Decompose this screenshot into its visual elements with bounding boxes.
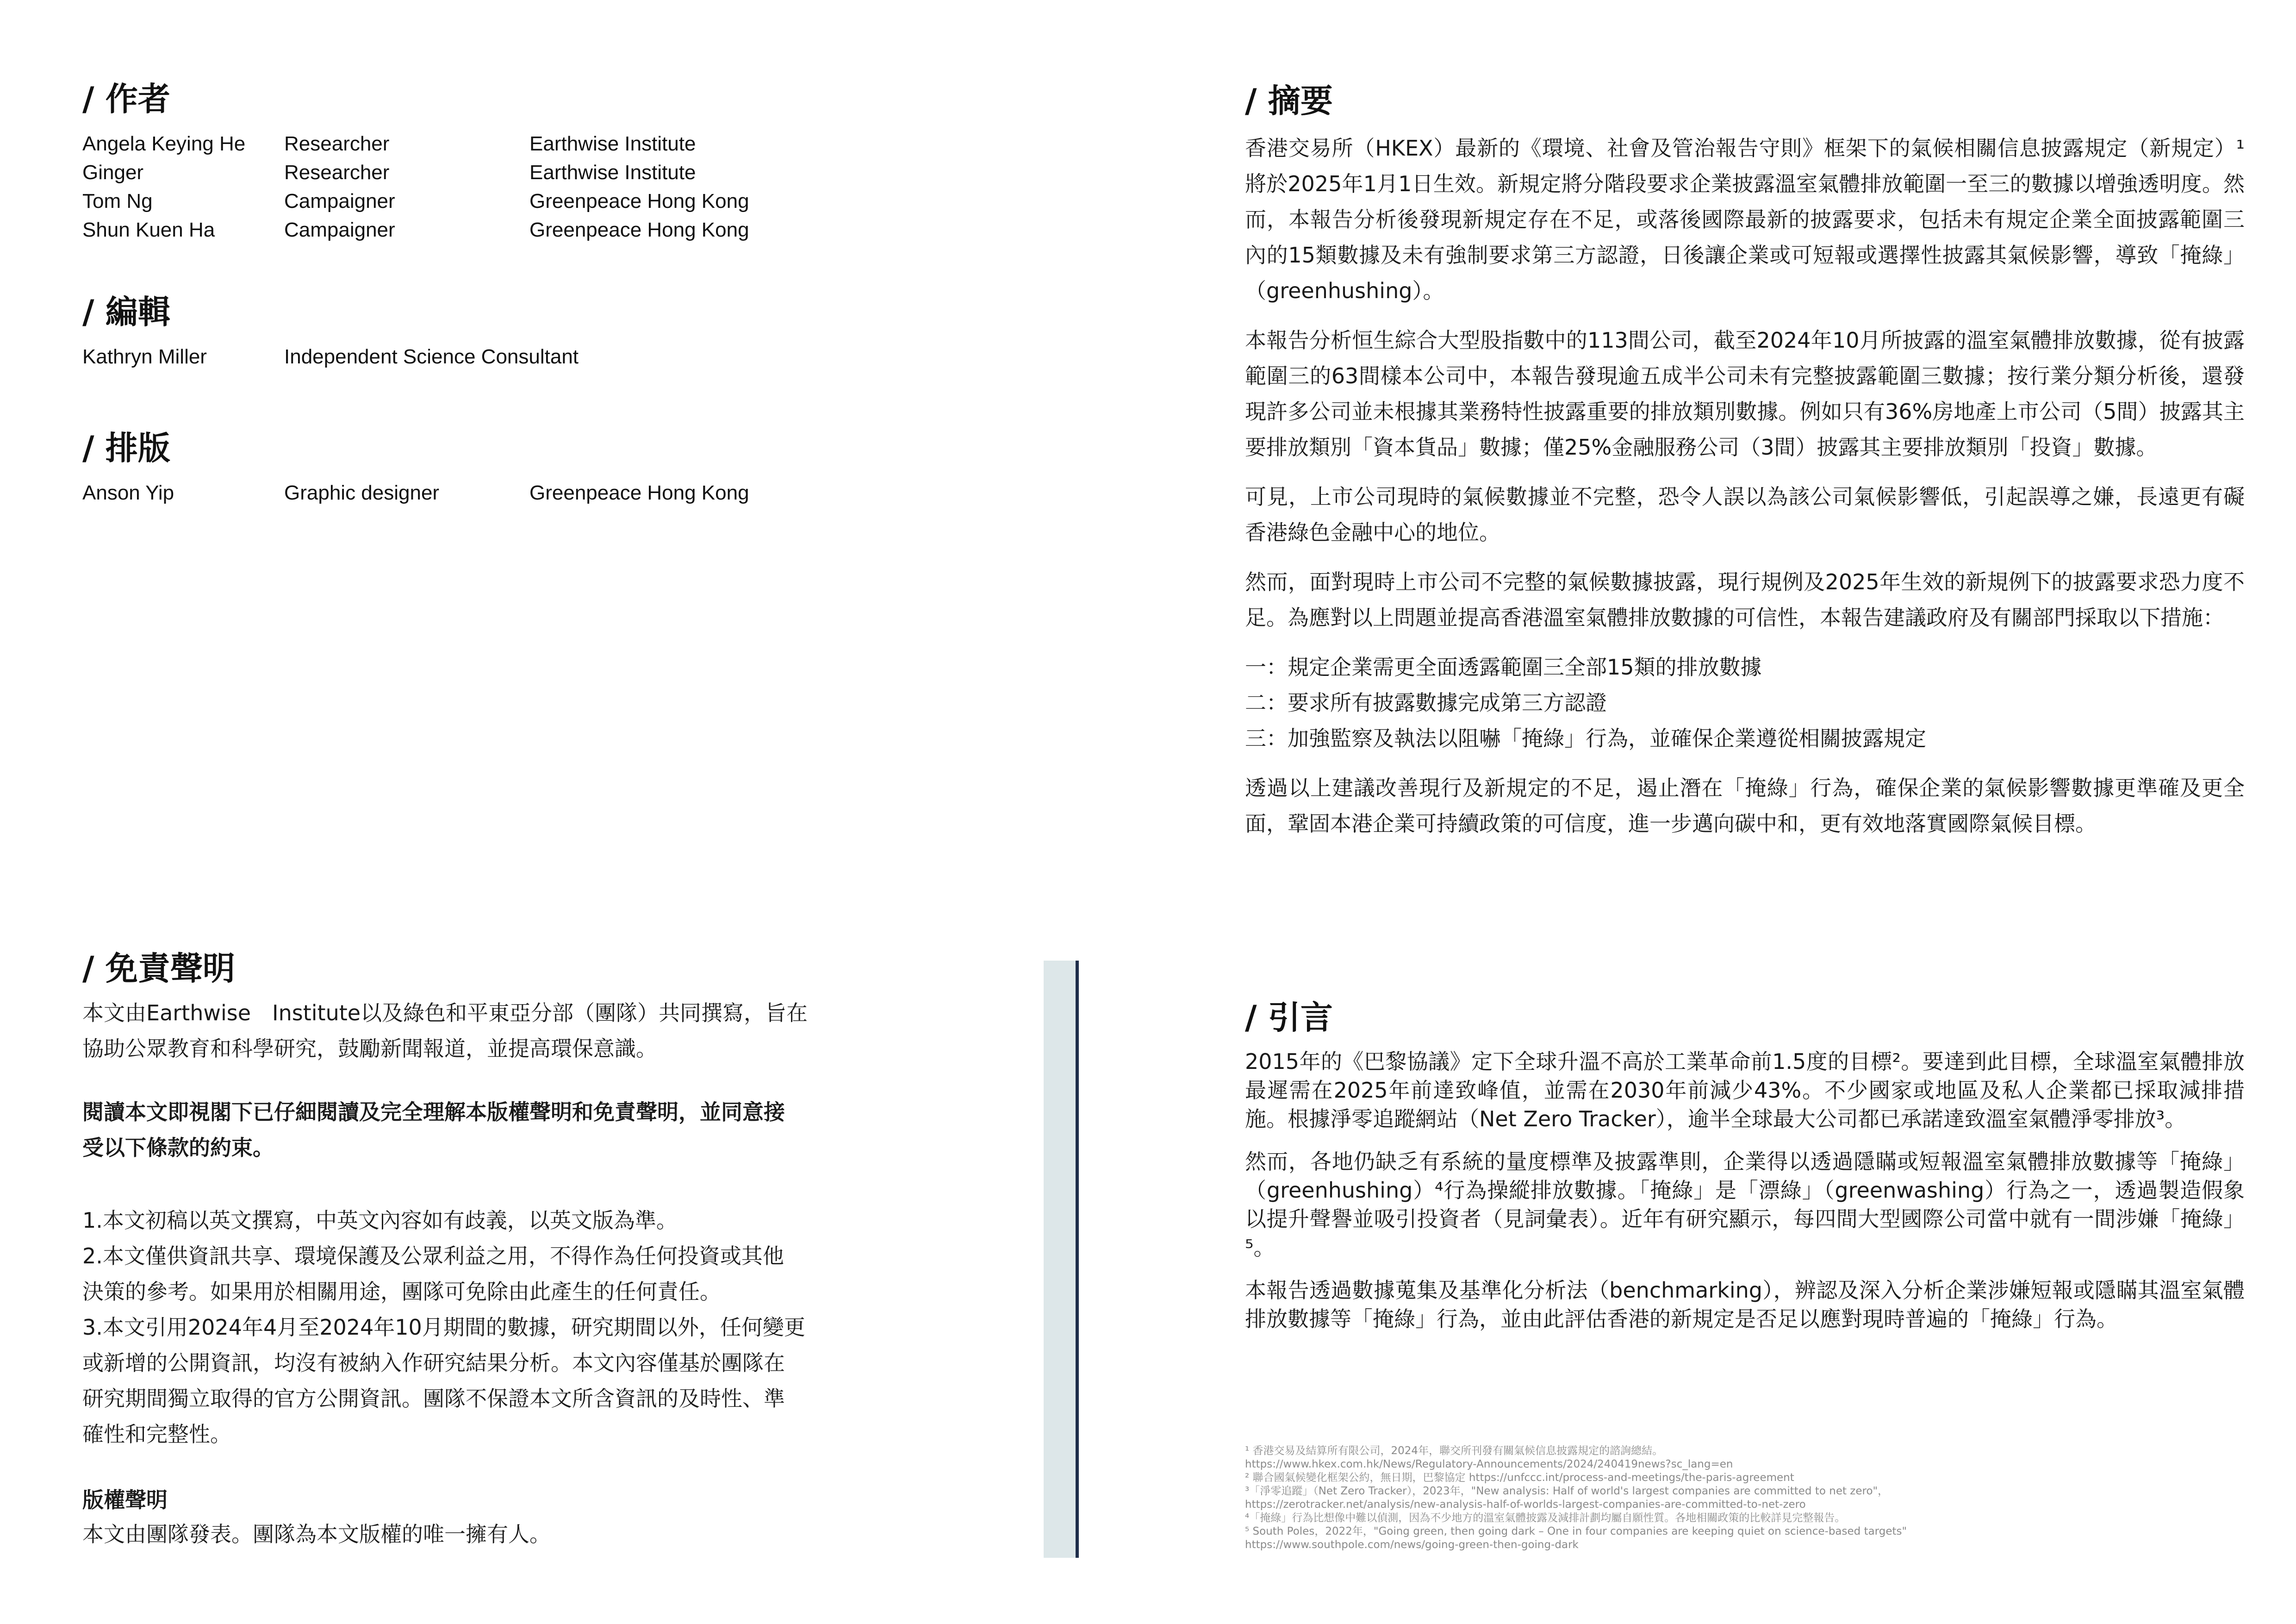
footnote-link[interactable]: https://zerotracker.net/analysis/new-analysis-half-of-worlds-largest-companies-are-committed-to-net-zero xyxy=(1245,1499,1806,1511)
authors-heading: / 作者 xyxy=(82,80,170,118)
introduction-paragraph: 2015年的《巴黎協議》定下全球升溫不高於工業革命前1.5度的目標²。要達到此目標，全球溫室氣體排放最遲需在2025年前達致峰值，並需在2030年前減少43%。不少國家或地區及私人企業都已採取減排措施。根據淨零追蹤網站（Net Zero Tracker），逾半全球最大公司都已承諾達致溫室氣體淨零排放³。 xyxy=(1245,1049,2245,1131)
footnote-line: ² 聯合國氣候變化框架公約，無日期，巴黎協定 https://unfccc.int/process-and-meetings/the-paris-agreement xyxy=(1245,1472,1794,1484)
disclaimer-heading: / 免責聲明 xyxy=(82,949,235,987)
editor-role: Independent Science Consultant xyxy=(284,345,579,368)
disclaimer-term-line: 1.本文初稿以英文撰寫，中英文內容如有歧義，以英文版為準。 xyxy=(82,1208,678,1233)
footnote-line: ⁵ South Poles，2022年，"Going green, then going dark – One in four companies are keeping quiet on science-based targets" xyxy=(1245,1525,1907,1537)
introduction-body xyxy=(1245,1047,2245,1333)
copyright-text: 本文由團隊發表。團隊為本文版權的唯一擁有人。 xyxy=(82,1522,551,1547)
footnote-line: ³「淨零追蹤」（Net Zero Tracker），2023年，"New analysis: Half of world's largest companies are committed to net zero"， xyxy=(1245,1485,1889,1497)
author-org: Earthwise Institute xyxy=(529,161,696,184)
disclaimer-term-line: 確性和完整性。 xyxy=(82,1422,231,1447)
footnote-line: ¹ 香港交易及結算所有限公司，2024年，聯交所刊發有關氣候信息披露規定的諮詢總結。 xyxy=(1245,1445,1663,1457)
footnote-link[interactable]: https://www.hkex.com.hk/News/Regulatory-Announcements/2024/240419news?sc_lang=en xyxy=(1245,1458,1733,1470)
summary-paragraph: 然而，面對現時上市公司不完整的氣候數據披露，現行規例及2025年生效的新規例下的披露要求恐力度不足。為應對以上問題並提高香港溫室氣體排放數據的可信性，本報告建議政府及有關部門採取以下措施： xyxy=(1245,569,2245,630)
author-name: Angela Keying He xyxy=(82,132,246,155)
copyright-heading: 版權聲明 xyxy=(82,1487,168,1512)
designer-role: Graphic designer xyxy=(284,481,440,504)
summary-closing: 透過以上建議改善現行及新規定的不足，遏止潛在「掩綠」行為，確保企業的氣候影響數據更準確及更全面，鞏固本港企業可持續政策的可信度，進一步邁向碳中和，更有效地落實國際氣候目標。 xyxy=(1245,775,2245,836)
editor-name: Kathryn Miller xyxy=(82,345,207,368)
summary-paragraph: 可見，上市公司現時的氣候數據並不完整，恐令人誤以為該公司氣候影響低，引起誤導之嫌，長遠更有礙香港綠色金融中心的地位。 xyxy=(1245,484,2245,545)
layout-heading: / 排版 xyxy=(82,429,170,467)
footnote-link[interactable]: https://www.southpole.com/news/going-green-then-going-dark xyxy=(1245,1539,1579,1551)
disclaimer-term-line: 決策的參考。如果用於相關用途，團隊可免除由此產生的任何責任。 xyxy=(82,1279,721,1304)
editor-heading: / 編輯 xyxy=(82,293,170,331)
footnote-line: ⁴「掩綠」行為比想像中難以偵測，因為不少地方的溫室氣體披露及減排計劃均屬自願性質。各地相關政策的比較詳見完整報告。 xyxy=(1245,1512,1846,1524)
disclaimer-terms xyxy=(82,1203,869,1452)
disclaimer-notice-line: 受以下條款的約束。 xyxy=(82,1135,274,1160)
summary-paragraph: 本報告分析恒生綜合大型股指數中的113間公司，截至2024年10月所披露的溫室氣體排放數據，從有披露範圍三的63間樣本公司中，本報告發現逾五成半公司未有完整披露範圍三數據；按行業分類分析後，還發現許多公司並未根據其業務特性披露重要的排放類別數據。例如只有36%房地產上市公司（5間）披露其主要排放類別「資本貨品」數據；僅25%金融服務公司（3間）披露其主要排放類別「投資」數據。 xyxy=(1245,328,2245,460)
summary-heading: / 摘要 xyxy=(1245,82,1333,120)
disclaimer-term-line: 或新增的公開資訊，均沒有被納入作研究結果分析。本文內容僅基於團隊在 xyxy=(82,1350,785,1375)
disclaimer-notice-line: 閱讀本文即視閣下已仔細閱讀及完全理解本版權聲明和免責聲明，並同意接 xyxy=(82,1099,785,1124)
author-name: Ginger xyxy=(82,161,144,184)
summary-measure: 二：要求所有披露數據完成第三方認證 xyxy=(1245,690,1607,715)
author-role: Campaigner xyxy=(284,219,395,241)
author-org: Greenpeace Hong Kong xyxy=(529,219,749,241)
author-org: Earthwise Institute xyxy=(529,132,696,155)
designer-name: Anson Yip xyxy=(82,481,174,504)
spine-divider-pale xyxy=(1044,961,1077,1558)
footnotes xyxy=(1245,1444,2254,1552)
summary-paragraph: 香港交易所（HKEX）最新的《環境、社會及管治報告守則》框架下的氣候相關信息披露規定（新規定）¹將於2025年1月1日生效。新規定將分階段要求企業披露溫室氣體排放範圍一至三的數據以增強透明度。然而，本報告分析後發現新規定存在不足，或落後國際最新的披露要求，包括未有規定企業全面披露範圍三內的15類數據及未有強制要求第三方認證，日後讓企業或可短報或選擇性披露其氣候影響，導致「掩綠」（greenhushing）。 xyxy=(1245,136,2245,303)
introduction-heading: / 引言 xyxy=(1245,999,1333,1037)
disclaimer-term-line: 2.本文僅供資訊共享、環境保護及公眾利益之用，不得作為任何投資或其他 xyxy=(82,1243,784,1268)
disclaimer-intro-line: 協助公眾教育和科學研究，鼓勵新聞報道，並提高環保意識。 xyxy=(82,1036,657,1061)
disclaimer-notice xyxy=(82,1094,869,1166)
author-role: Researcher xyxy=(284,161,390,184)
author-role: Campaigner xyxy=(284,190,395,212)
introduction-paragraph: 然而，各地仍缺乏有系統的量度標準及披露準則，企業得以透過隱瞞或短報溫室氣體排放數據等「掩綠」（greenhushing）⁴行為操縱排放數據。「掩綠」是「漂綠」（greenwashing）行為之一，透過製造假象以提升聲譽並吸引投資者（見詞彙表）。近年有研究顯示，每四間大型國際公司當中就有一間涉嫌「掩綠」⁵。 xyxy=(1245,1149,2245,1260)
author-org: Greenpeace Hong Kong xyxy=(529,190,749,212)
disclaimer-intro xyxy=(82,995,869,1067)
author-name: Shun Kuen Ha xyxy=(82,219,215,241)
summary-body xyxy=(1245,131,2245,842)
designer-org: Greenpeace Hong Kong xyxy=(529,481,749,504)
summary-measure: 一：規定企業需更全面透露範圍三全部15類的排放數據 xyxy=(1245,655,1762,680)
introduction-paragraph: 本報告透過數據蒐集及基準化分析法（benchmarking），辨認及深入分析企業涉嫌短報或隱瞞其溫室氣體排放數據等「掩綠」行為，並由此評估香港的新規定是否足以應對現時普遍的「掩綠」行為。 xyxy=(1245,1278,2245,1331)
disclaimer-intro-line: 本文由Earthwise Institute以及綠色和平東亞分部（團隊）共同撰寫，旨在 xyxy=(82,1000,808,1025)
disclaimer-term-line: 3.本文引用2024年4月至2024年10月期間的數據，研究期間以外，任何變更 xyxy=(82,1315,805,1340)
author-name: Tom Ng xyxy=(82,190,153,212)
disclaimer-term-line: 研究期間獨立取得的官方公開資訊。團隊不保證本文所含資訊的及時性、準 xyxy=(82,1386,785,1411)
summary-measure: 三：加強監察及執法以阻嚇「掩綠」行為，並確保企業遵從相關披露規定 xyxy=(1245,726,1926,751)
spine-divider-line xyxy=(1076,961,1079,1558)
author-role: Researcher xyxy=(284,132,390,155)
